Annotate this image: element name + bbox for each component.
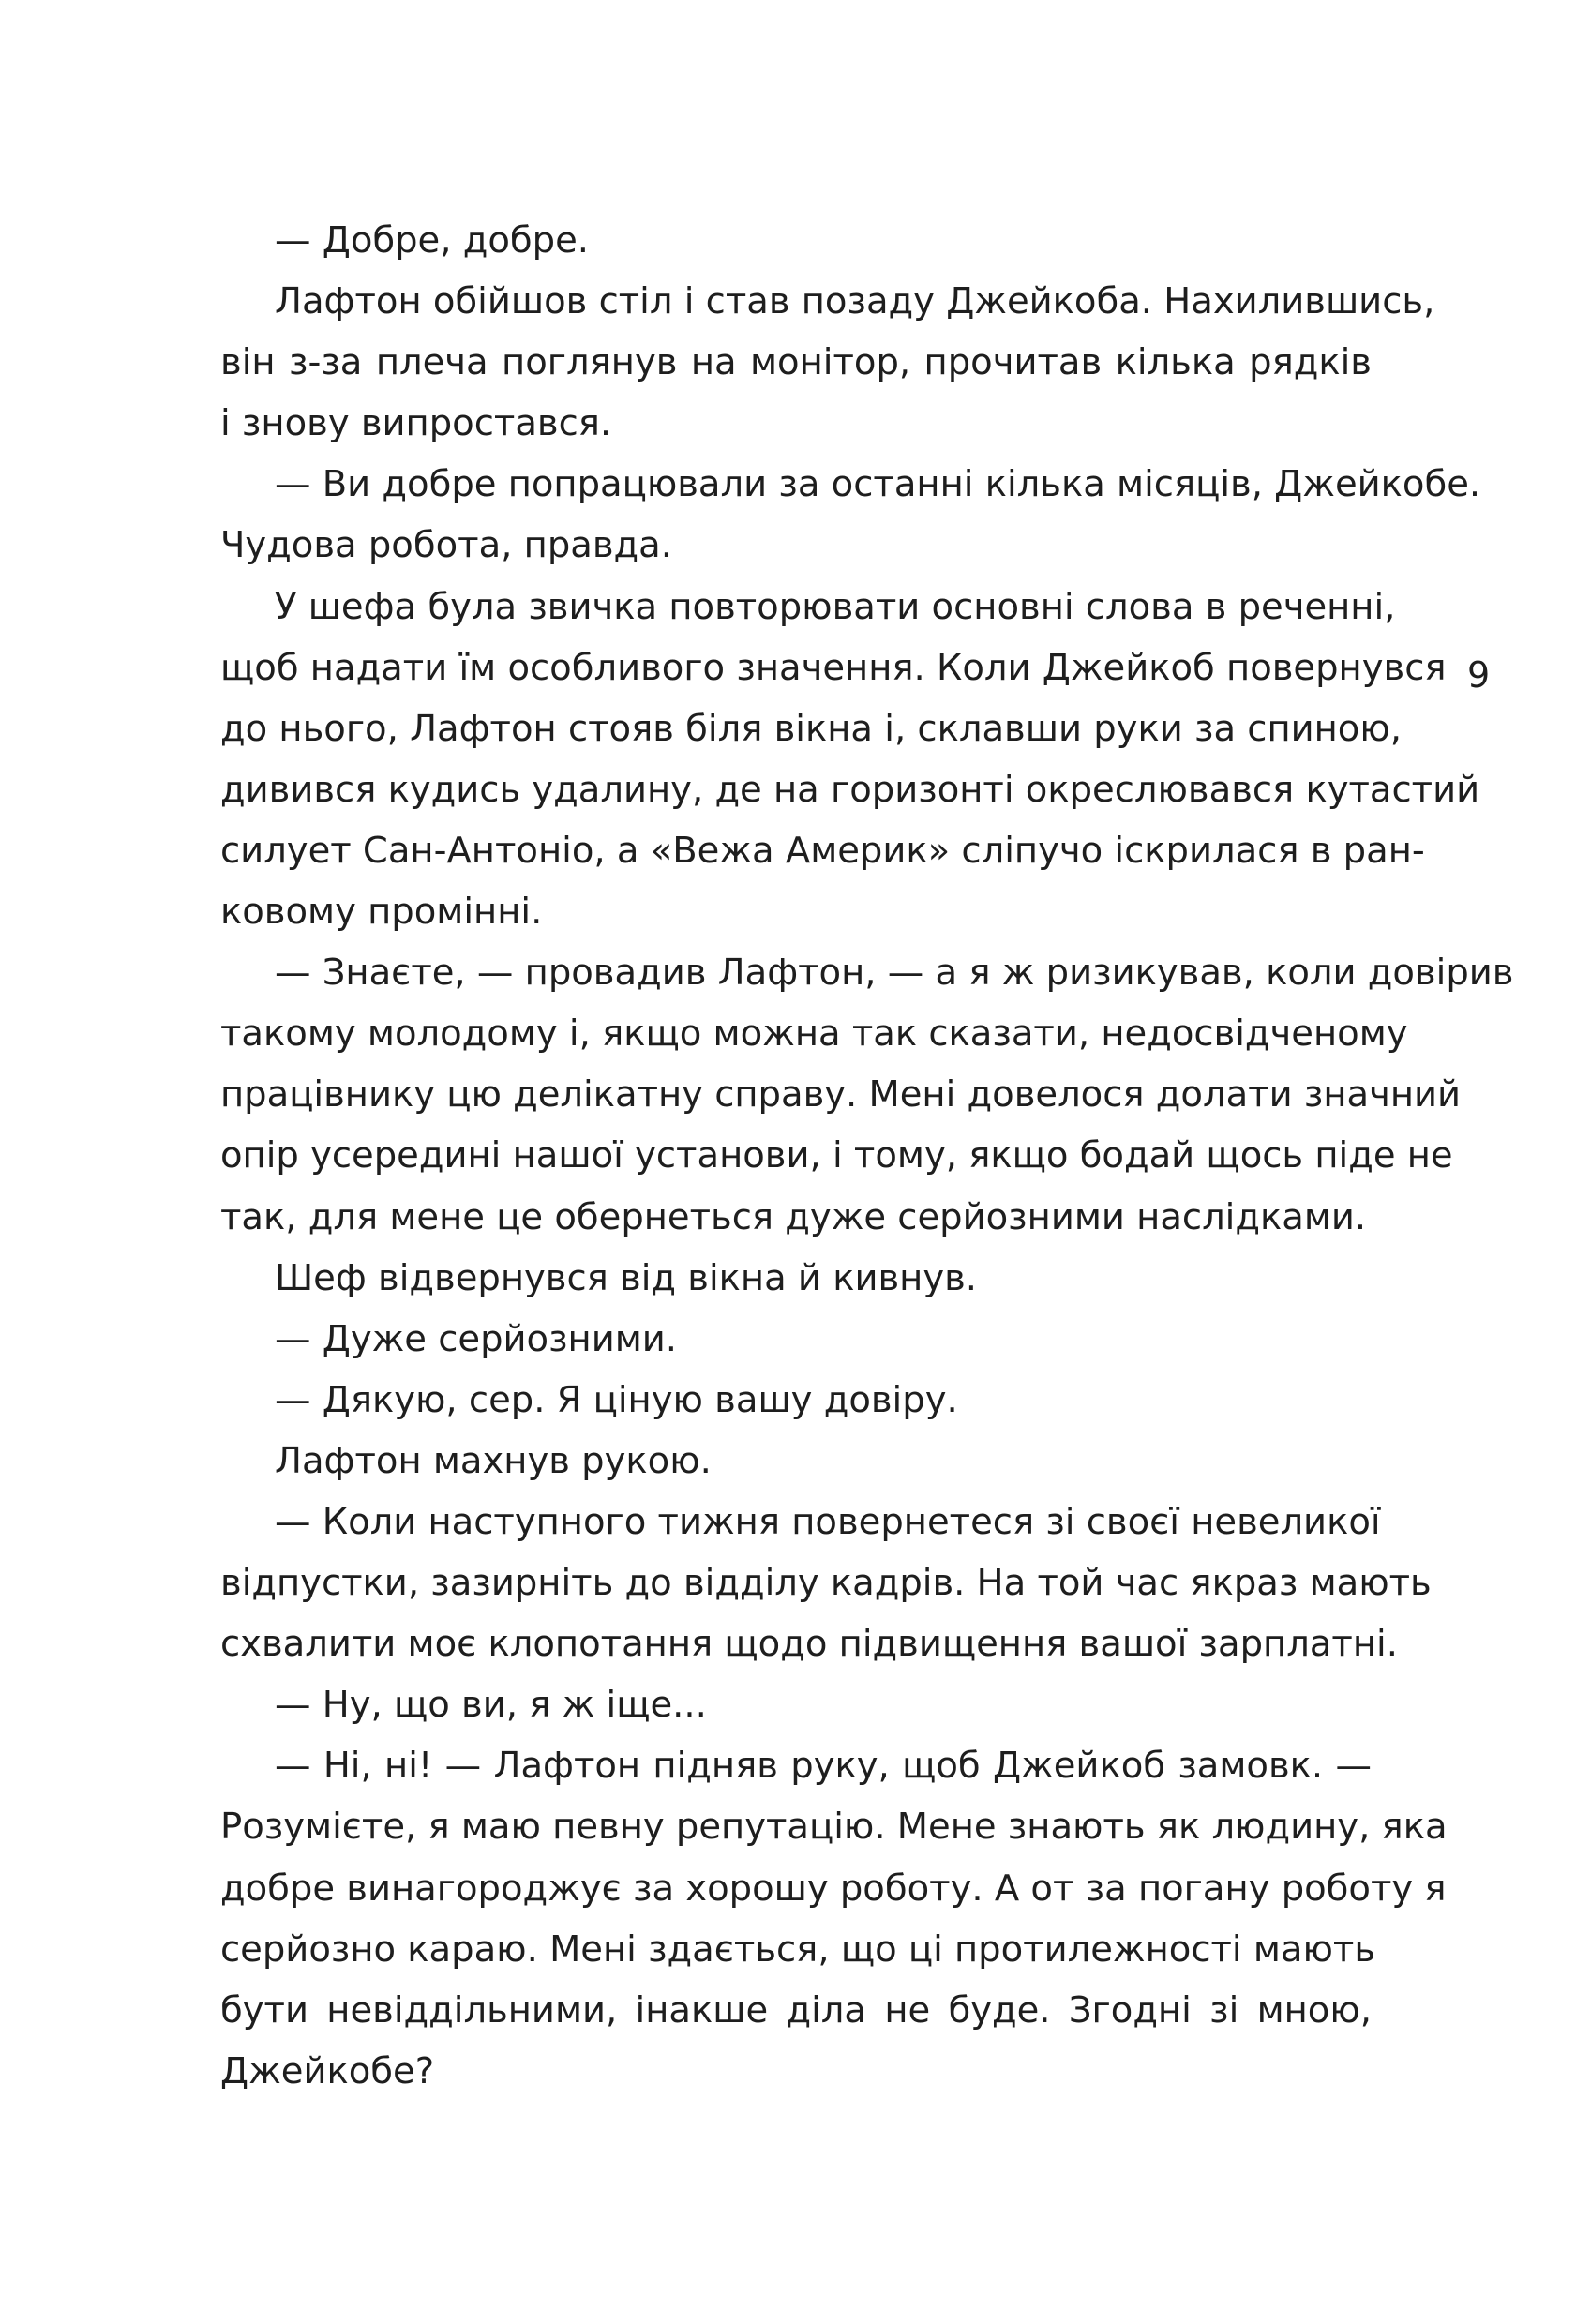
text-line: Джейкобе? [220,2049,435,2092]
text-line: силует Сан-Антоніо, а «Вежа Америк» сліпучо іскрилася в ран- [220,829,1425,872]
text-line: ковому промінні. [220,891,543,934]
paragraph [220,577,1480,943]
text-line: — Знаєте, — провадив Лафтон, — а я ж ризикував, коли довірив [275,952,1514,995]
text-line: відпустки, зазирніть до відділу кадрів. На той час якраз мають [220,1562,1432,1605]
text-line: працівнику цю делікатну справу. Мені довелося долати значний [220,1073,1462,1117]
paragraph [220,271,1435,454]
paragraph [220,1735,1448,2102]
paragraph [220,210,1372,271]
text-line: і знову випростався. [220,402,612,445]
paragraph [220,1431,1372,1492]
text-line: щоб надати їм особливого значення. Коли Джейкоб повернувся [220,646,1447,689]
paragraph [220,1309,1372,1370]
text-line: Лафтон махнув рукою. [275,1439,712,1482]
text-line: — Ну, що ви, я ж іще... [275,1684,707,1727]
paragraph [220,942,1514,1247]
text-line: — Коли наступного тижня повернетеся зі своєї невеликої [275,1500,1381,1543]
text-line: він з-за плеча поглянув на монітор, прочитав кілька рядків [220,341,1372,384]
text-line: опір усередині нашої установи, і тому, якщо бодай щось піде не [220,1134,1453,1177]
text-line: Лафтон обійшов стіл і став позаду Джейкоба. Нахилившись, [275,280,1435,323]
text-line: дивився кудись удалину, де на горизонті окреслювався кутастий [220,768,1480,811]
text-line: до нього, Лафтон стояв біля вікна і, склавши руки за спиною, [220,707,1403,750]
text-line: Шеф відвернувся від вікна й кивнув. [275,1256,978,1299]
text-line: — Дуже серйозними. [275,1317,678,1360]
text-line: Чудова робота, правда. [220,524,673,567]
text-line: серйозно караю. Мені здається, що ці протилежності мають [220,1927,1376,1971]
text-line: бути невіддільними, інакше діла не буде. Згодні зі мною, [220,1988,1372,2032]
body-text [220,210,1514,2102]
text-line: — Добре, добре. [275,219,589,262]
text-line: добре винагороджує за хорошу роботу. А от за погану роботу я [220,1867,1447,1910]
paragraph [220,1492,1432,1674]
text-line: Розумієте, я маю певну репутацію. Мене знають як людину, яка [220,1806,1448,1849]
paragraph [220,1674,1372,1735]
text-line: — Дякую, сер. Я ціную вашу довіру. [275,1378,958,1421]
page-number: 9 [1467,654,1491,696]
paragraph [220,1248,1372,1309]
text-line: — Ви добре попрацювали за останні кілька місяців, Джейкобе. [275,463,1481,506]
paragraph [220,454,1481,576]
paragraph [220,1370,1372,1431]
text-line: — Ні, ні! — Лафтон підняв руку, щоб Джейкоб замовк. — [275,1745,1372,1788]
text-line: схвалити моє клопотання щодо підвищення вашої зарплатні. [220,1623,1398,1666]
text-line: У шефа була звичка повторювати основні слова в реченні, [275,585,1396,628]
text-line: так, для мене це обернеться дуже серйозними наслідками. [220,1195,1367,1238]
text-line: такому молодому і, якщо можна так сказати, недосвідченому [220,1012,1408,1056]
